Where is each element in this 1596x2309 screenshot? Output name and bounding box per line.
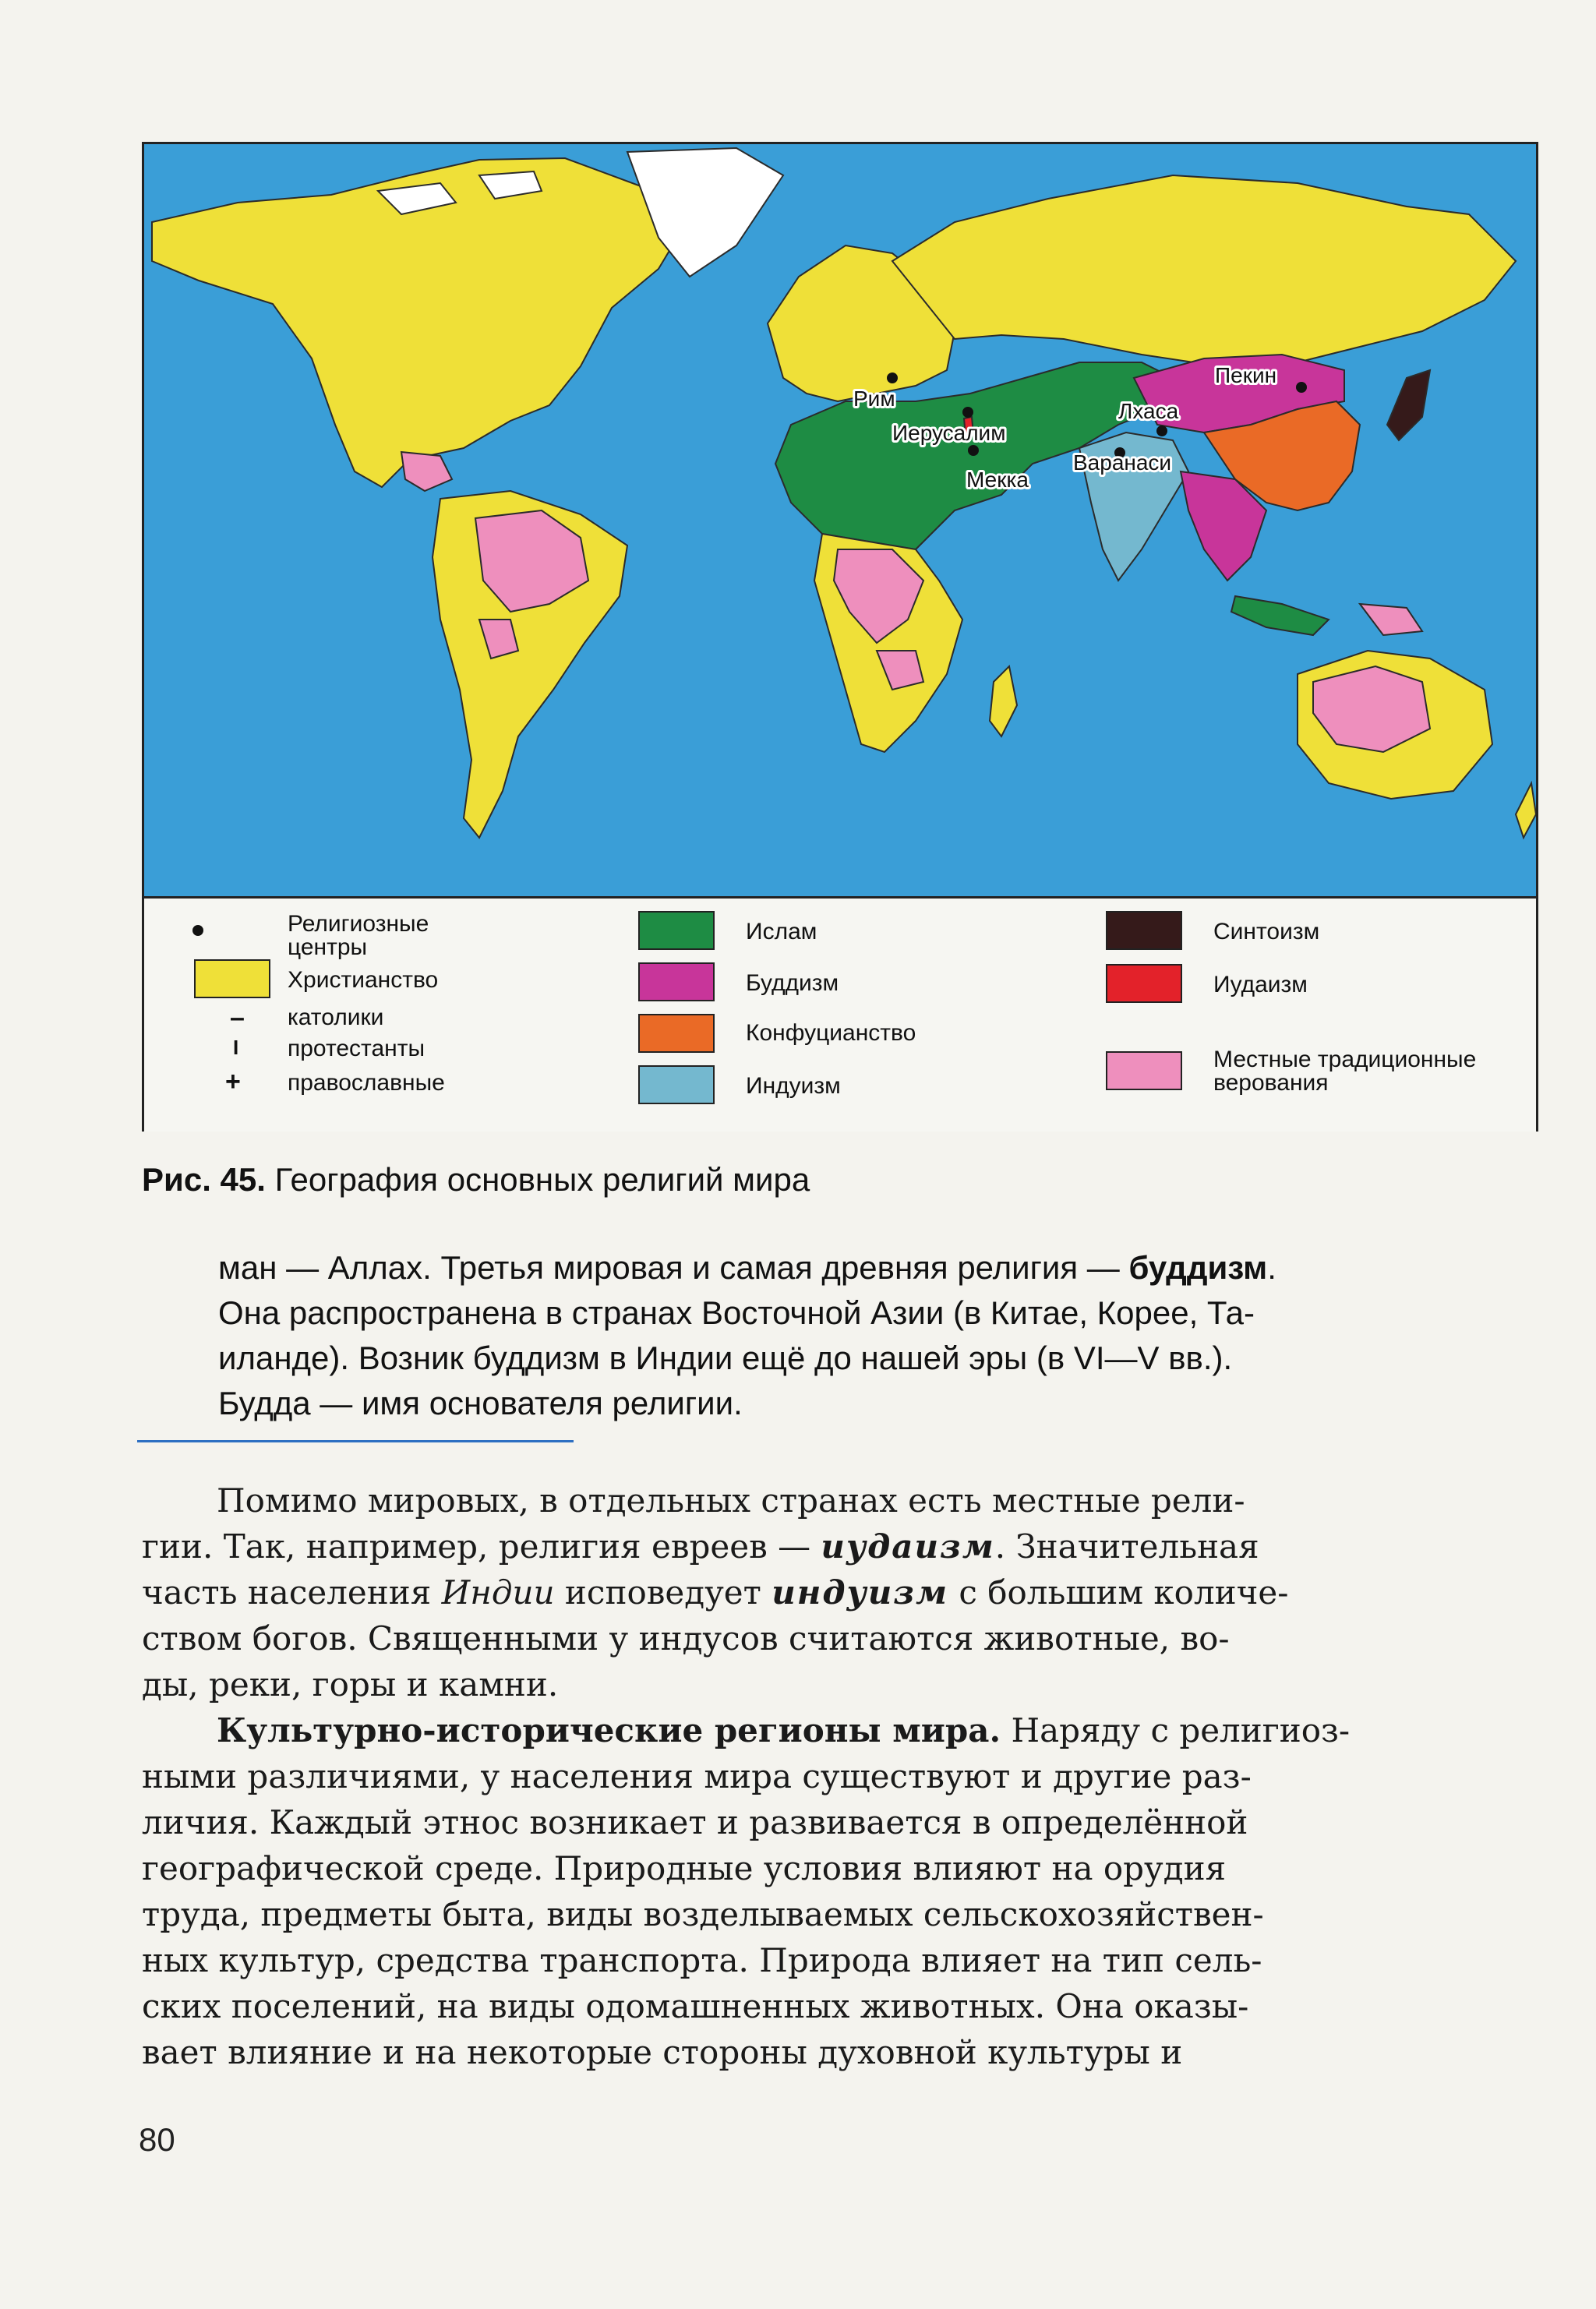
city-label-mecca: Мекка bbox=[966, 468, 1029, 492]
religious-center-legend-dot bbox=[192, 925, 203, 936]
legend-label-judaism: Иудаизм bbox=[1213, 972, 1308, 997]
legend-swatch-local-beliefs bbox=[1106, 1051, 1182, 1090]
legend-label-local-beliefs: Местные традиционные верования bbox=[1213, 1047, 1477, 1096]
legend-label-hinduism: Индуизм bbox=[746, 1073, 841, 1099]
center-beijing-dot bbox=[1296, 382, 1307, 393]
legend-label-buddhism: Буддизм bbox=[746, 970, 839, 996]
page-number: 80 bbox=[139, 2121, 175, 2158]
city-label-beijing: Пекин bbox=[1215, 363, 1277, 387]
religion-map-figure bbox=[142, 142, 1538, 1132]
buddhism-paragraph bbox=[218, 1245, 1537, 1426]
text-line: Она распространена в странах Восточной Азии (в Китае, Корее, Та- bbox=[218, 1294, 1255, 1331]
legend-swatch-buddhism bbox=[638, 962, 715, 1001]
legend-label-christianity: Христианство bbox=[288, 967, 439, 993]
indonesia-islam-region bbox=[1231, 596, 1329, 635]
center-mecca-dot bbox=[968, 445, 979, 456]
local-religions-paragraph bbox=[142, 1478, 1537, 1707]
legend-swatch-christianity bbox=[194, 959, 270, 998]
text-line: Будда — имя основателя религии. bbox=[218, 1385, 743, 1421]
city-label-rome: Рим bbox=[853, 387, 895, 411]
caption-title: География основных религий мира bbox=[274, 1161, 810, 1198]
text-line: Культурно-исторические регионы мира. Наряду с религиоз- bbox=[217, 1711, 1351, 1749]
cultural-regions-paragraph bbox=[142, 1707, 1537, 2075]
text-line: вает влияние и на некоторые стороны духовной культуры и bbox=[142, 2033, 1183, 2071]
legend-swatch-hinduism bbox=[638, 1065, 715, 1104]
city-label-lhasa: Лхаса bbox=[1118, 399, 1179, 423]
new-zealand bbox=[1516, 783, 1536, 838]
map-graphic bbox=[144, 144, 1536, 896]
legend-swatch-islam bbox=[638, 911, 715, 950]
text-line: ских поселений, на виды одомашненных животных. Она оказы- bbox=[142, 1987, 1249, 2025]
text-line: ды, реки, горы и камни. bbox=[142, 1665, 559, 1704]
world-religions-map bbox=[144, 144, 1536, 896]
japan-shinto-region bbox=[1387, 370, 1430, 440]
text-line: географической среде. Природные условия влияют на орудия bbox=[142, 1849, 1227, 1887]
city-label-varanasi: Варанаси bbox=[1073, 450, 1172, 475]
text-line: личия. Каждый этнос возникает и развивается в определённой bbox=[142, 1803, 1248, 1841]
text-line: часть населения Индии исповедует индуизм с большим количе- bbox=[142, 1573, 1289, 1612]
section-divider bbox=[137, 1440, 574, 1442]
legend-swatch-shinto bbox=[1106, 911, 1182, 950]
figure-caption bbox=[142, 1161, 810, 1199]
text-line: иланде). Возник буддизм в Индии ещё до нашей эры (в VI—V вв.). bbox=[218, 1340, 1233, 1376]
legend-label-orthodox: православные bbox=[288, 1070, 445, 1096]
text-line: труда, предметы быта, виды возделываемых сельскохозяйствен- bbox=[142, 1895, 1264, 1933]
city-label-jerusalem: Иерусалим bbox=[892, 421, 1006, 445]
legend-label-confucianism: Конфуцианство bbox=[746, 1020, 916, 1046]
north-asia-christianity-region bbox=[892, 175, 1516, 366]
text-line: гии. Так, например, религия евреев — иудаизм. Значительная bbox=[142, 1527, 1259, 1566]
legend-label-religious-centers: Религиозные центры bbox=[288, 911, 429, 960]
legend-label-protestants: протестанты bbox=[288, 1036, 425, 1061]
protestant-symbol: I bbox=[233, 1036, 239, 1059]
central-america-local-region bbox=[401, 452, 452, 491]
madagascar bbox=[990, 666, 1017, 736]
center-rome-dot bbox=[887, 372, 898, 383]
text-line: ман — Аллах. Третья мировая и самая древняя религия — буддизм. bbox=[218, 1249, 1276, 1286]
legend-label-islam: Ислам bbox=[746, 919, 817, 944]
text-line: ных культур, средства транспорта. Природа влияет на тип сель- bbox=[142, 1941, 1262, 1979]
center-lhasa-dot bbox=[1156, 425, 1167, 436]
orthodox-symbol: + bbox=[225, 1067, 241, 1096]
text-line: ными различиями, у населения мира существуют и другие раз- bbox=[142, 1757, 1252, 1795]
text-line: ством богов. Священными у индусов считаются животные, во- bbox=[142, 1619, 1230, 1658]
legend-swatch-judaism bbox=[1106, 964, 1182, 1003]
caption-prefix: Рис. 45. bbox=[142, 1161, 266, 1198]
legend-label-shinto: Синтоизм bbox=[1213, 919, 1320, 944]
text-line: Помимо мировых, в отдельных странах есть местные рели- bbox=[217, 1481, 1245, 1520]
legend-swatch-confucianism bbox=[638, 1014, 715, 1053]
center-jerusalem-dot bbox=[962, 407, 973, 418]
catholic-symbol: – bbox=[230, 1003, 245, 1033]
new-guinea-local-region bbox=[1360, 604, 1422, 635]
map-legend bbox=[144, 896, 1536, 1132]
legend-label-catholics: католики bbox=[288, 1004, 384, 1030]
section-heading: Культурно-исторические регионы мира. bbox=[217, 1711, 1001, 1749]
